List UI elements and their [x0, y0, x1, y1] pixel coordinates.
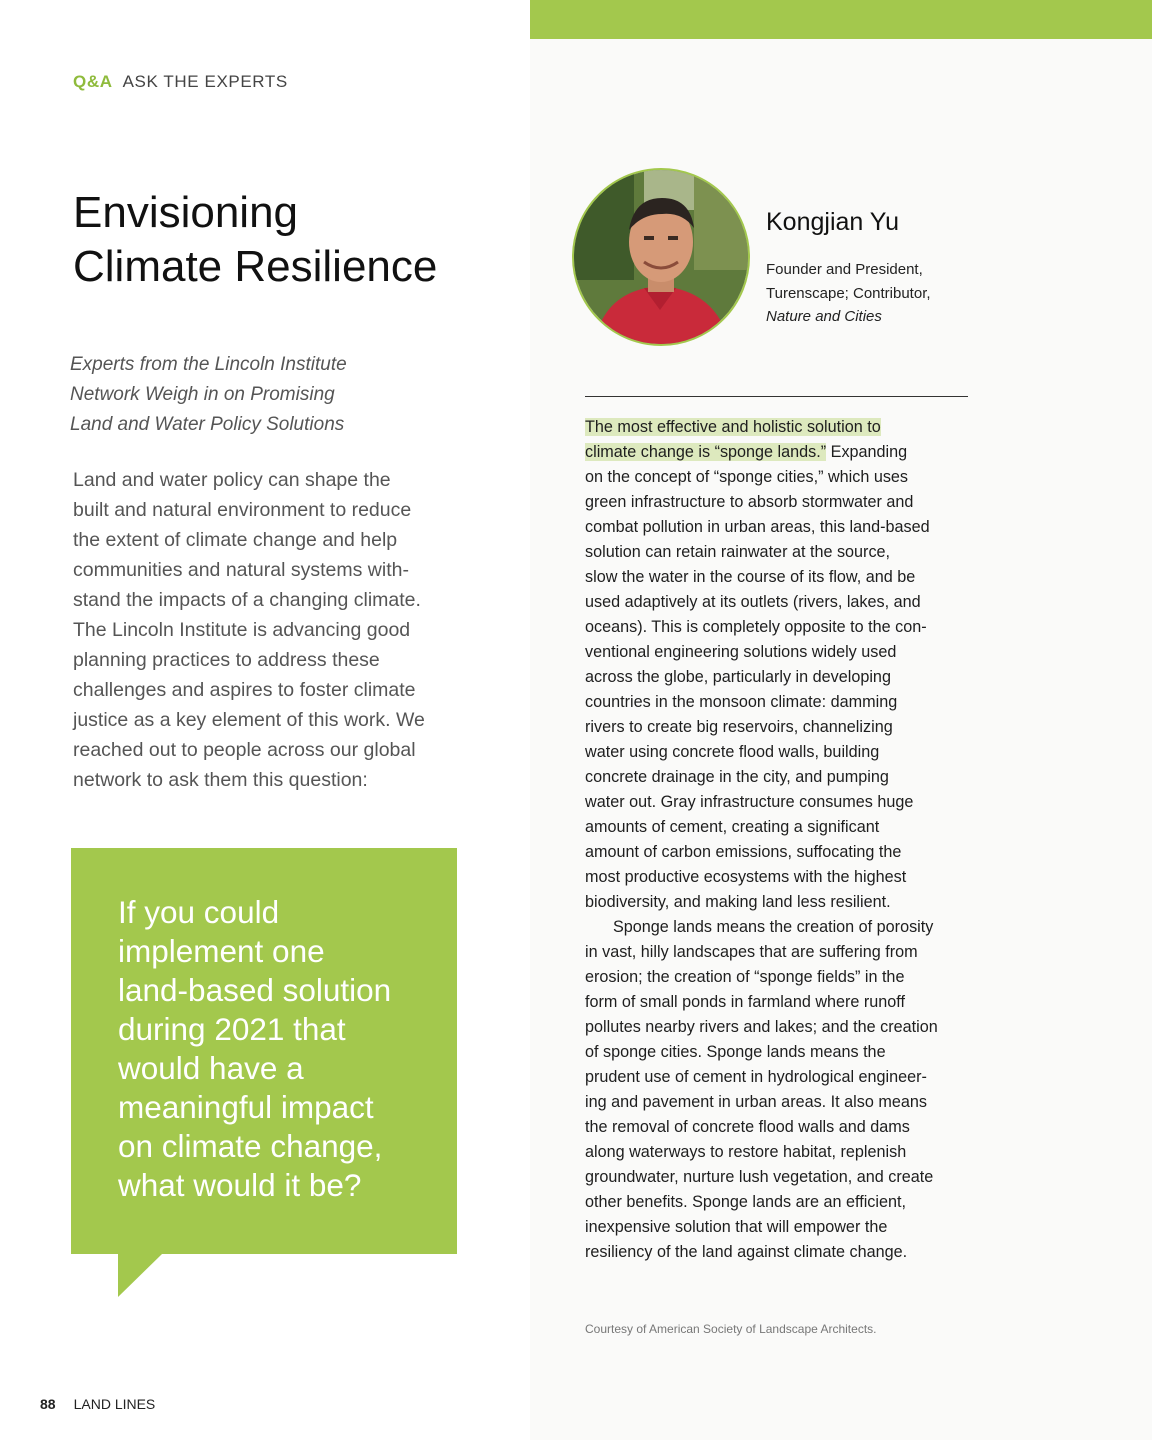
answer-line: countries in the monsoon climate: damming: [585, 693, 898, 711]
question-line: If you could: [118, 894, 280, 930]
answer-line: water using concrete flood walls, building: [585, 743, 880, 761]
answer-line: [585, 415, 975, 440]
article-subhead: [70, 350, 470, 440]
answer-line: other benefits. Sponge lands are an efficient,: [585, 1193, 906, 1211]
question-text: [118, 893, 438, 1205]
role-line: Turenscape; Contributor,: [766, 284, 931, 302]
answer-line: rivers to create big reservoirs, channelizing: [585, 718, 893, 736]
page-number: 88: [40, 1396, 56, 1412]
answer-line: concrete drainage in the city, and pumping: [585, 768, 889, 786]
answer-line: oceans). This is completely opposite to the con-: [585, 618, 927, 636]
question-line: on climate change,: [118, 1128, 383, 1164]
top-bar-left: [0, 0, 530, 39]
answer-line: pollutes nearby rivers and lakes; and the creation: [585, 1018, 938, 1036]
answer-line: most productive ecosystems with the highest: [585, 868, 907, 886]
answer-line: amount of carbon emissions, suffocating the: [585, 843, 902, 861]
section-tag: Q&A: [73, 72, 113, 91]
intro-line: communities and natural systems with-: [73, 559, 409, 581]
article-title: [73, 186, 513, 294]
intro-line: justice as a key element of this work. We: [73, 709, 425, 731]
answer-line: of sponge cities. Sponge lands means the: [585, 1043, 886, 1061]
answer-text: [585, 415, 975, 1265]
answer-line: along waterways to restore habitat, replenish: [585, 1143, 907, 1161]
section-label: [73, 72, 288, 92]
callout-tail: [118, 1254, 162, 1297]
publication-name: LAND LINES: [73, 1396, 156, 1412]
intro-paragraph: [73, 465, 458, 795]
intro-line: network to ask them this question:: [73, 769, 368, 791]
role-line: Nature and Cities: [766, 308, 882, 325]
intro-line: challenges and aspires to foster climate: [73, 679, 416, 701]
answer-line: the removal of concrete flood walls and dams: [585, 1118, 910, 1136]
subhead-line: Network Weigh in on Promising: [70, 384, 335, 405]
intro-line: The Lincoln Institute is advancing good: [73, 619, 411, 641]
intro-line: stand the impacts of a changing climate.: [73, 589, 421, 611]
answer-line: groundwater, nurture lush vegetation, and create: [585, 1168, 934, 1186]
answer-line: biodiversity, and making land less resilient.: [585, 893, 891, 911]
question-line: meaningful impact: [118, 1089, 374, 1125]
answer-line: used adaptively at its outlets (rivers, lakes, and: [585, 593, 921, 611]
answer-line: green infrastructure to absorb stormwater and: [585, 493, 914, 511]
answer-line: form of small ponds in farmland where runoff: [585, 993, 906, 1011]
highlighted-text: The most effective and holistic solution to: [585, 418, 881, 436]
title-line: Envisioning: [73, 188, 299, 237]
photo-credit: Courtesy of American Society of Landscape Architects.: [585, 1322, 877, 1336]
answer-line: combat pollution in urban areas, this land-based: [585, 518, 930, 536]
expert-portrait: [572, 168, 750, 346]
question-line: land-based solution: [118, 972, 392, 1008]
answer-text-continuation: Expanding: [826, 443, 908, 461]
top-accent-bar: [530, 0, 1152, 39]
intro-line: reached out to people across our global: [73, 739, 416, 761]
answer-line: on the concept of “sponge cities,” which uses: [585, 468, 909, 486]
subhead-line: Experts from the Lincoln Institute: [70, 354, 347, 375]
expert-role: [766, 258, 931, 329]
highlighted-text: climate change is “sponge lands.”: [585, 443, 827, 461]
answer-line: solution can retain rainwater at the source,: [585, 543, 891, 561]
answer-line: in vast, hilly landscapes that are suffering from: [585, 943, 918, 961]
intro-line: planning practices to address these: [73, 649, 380, 671]
answer-line: ventional engineering solutions widely used: [585, 643, 897, 661]
question-line: what would it be?: [118, 1167, 362, 1203]
question-line: implement one: [118, 933, 325, 969]
answer-line: ing and pavement in urban areas. It also means: [585, 1093, 927, 1111]
intro-line: built and natural environment to reduce: [73, 499, 412, 521]
question-line: would have a: [118, 1050, 304, 1086]
answer-line: Sponge lands means the creation of porosity: [613, 918, 934, 936]
section-title: ASK THE EXPERTS: [122, 72, 288, 91]
intro-line: the extent of climate change and help: [73, 529, 398, 551]
subhead-line: Land and Water Policy Solutions: [70, 414, 345, 435]
expert-name: Kongjian Yu: [766, 208, 899, 236]
divider-rule: [585, 396, 968, 397]
question-line: during 2021 that: [118, 1011, 346, 1047]
page-footer: [40, 1396, 155, 1412]
intro-line: Land and water policy can shape the: [73, 469, 391, 491]
answer-line: erosion; the creation of “sponge fields” in the: [585, 968, 905, 986]
answer-line: water out. Gray infrastructure consumes huge: [585, 793, 914, 811]
answer-line: prudent use of cement in hydrological engineer-: [585, 1068, 927, 1086]
answer-line: [585, 440, 975, 465]
answer-line: inexpensive solution that will empower the: [585, 1218, 888, 1236]
answer-line: resiliency of the land against climate change.: [585, 1243, 908, 1261]
title-line: Climate Resilience: [73, 242, 438, 291]
role-line: Founder and President,: [766, 261, 923, 278]
portrait-photo-icon: [574, 170, 748, 344]
answer-line: slow the water in the course of its flow, and be: [585, 568, 916, 586]
answer-line: across the globe, particularly in developing: [585, 668, 891, 686]
answer-line: amounts of cement, creating a significant: [585, 818, 880, 836]
